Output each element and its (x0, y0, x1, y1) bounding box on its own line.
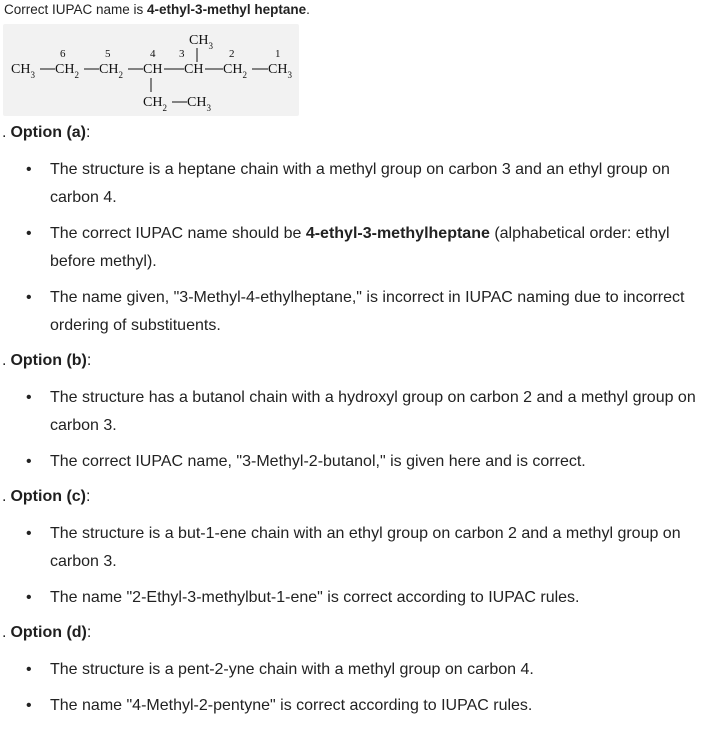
option-b-heading: . Option (b): (2, 352, 92, 369)
chain-c4: CH (143, 62, 163, 77)
carbon-number-1: 1 (275, 48, 281, 60)
chain-c7: $CH_3$ (11, 62, 35, 80)
chain-c3: CH (184, 62, 204, 77)
chain-c6: $CH_2$ (55, 62, 79, 80)
bullet-text-pre: The correct IUPAC name should be (50, 225, 306, 242)
list-item (50, 220, 698, 276)
list-item: • The name "4-Methyl-2-pentyne" is correct according to IUPAC rules. (50, 692, 698, 720)
bottom-substituent-end: $CH_3$ (187, 95, 211, 113)
chain-c1: $CH_3$ (268, 62, 292, 80)
intro-line (4, 2, 310, 17)
list-item: • The name given, "3-Methyl-4-ethylheptane," is incorrect in IUPAC naming due to incorrect ordering of substituents. (50, 284, 698, 340)
option-a-heading: . Option (a): (2, 124, 91, 141)
carbon-number-4: 4 (150, 48, 156, 60)
structural-formula (3, 24, 299, 116)
bullet-text-bold: 4-ethyl-3-methylheptane (305, 225, 490, 242)
option-c-heading: . Option (c): (2, 488, 91, 505)
top-substituent: $CH_3$ (189, 33, 213, 51)
option-label: Option (d) (10, 624, 87, 641)
option-label: Option (a) (10, 124, 86, 141)
structure-image (3, 24, 299, 116)
carbon-number-5: 5 (105, 48, 111, 60)
intro-suffix: . (306, 2, 310, 17)
bullet-text-post: (alphabetical order: ethyl before methyl). (50, 225, 670, 270)
list-item: • The structure is a but-1-ene chain with an ethyl group on carbon 2 and a methyl group on carbon 3. (50, 520, 698, 576)
list-item: • The structure is a pent-2-yne chain with a methyl group on carbon 4. (50, 656, 698, 684)
option-label: Option (c) (10, 488, 86, 505)
chain-c2: $CH_2$ (223, 62, 247, 80)
carbon-number-3: 3 (179, 48, 185, 60)
carbon-number-6: 6 (60, 48, 66, 60)
option-label: Option (b) (10, 352, 87, 369)
list-item: • The structure has a butanol chain with a hydroxyl group on carbon 2 and a methyl group on carbon 3. (50, 384, 698, 440)
bottom-substituent: $CH_2$ (143, 95, 167, 113)
intro-name: 4-ethyl-3-methyl heptane (147, 2, 307, 17)
option-d-heading: . Option (d): (2, 624, 92, 641)
list-item: • The name "2-Ethyl-3-methylbut-1-ene" is correct according to IUPAC rules. (50, 584, 698, 612)
intro-prefix: Correct IUPAC name is (4, 2, 148, 17)
list-item: • The structure is a heptane chain with a methyl group on carbon 3 and an ethyl group on carbon 4. (50, 156, 698, 212)
chain-c5: $CH_2$ (99, 62, 123, 80)
list-item: • The correct IUPAC name, "3-Methyl-2-butanol," is given here and is correct. (50, 448, 698, 476)
carbon-number-2: 2 (229, 48, 235, 60)
